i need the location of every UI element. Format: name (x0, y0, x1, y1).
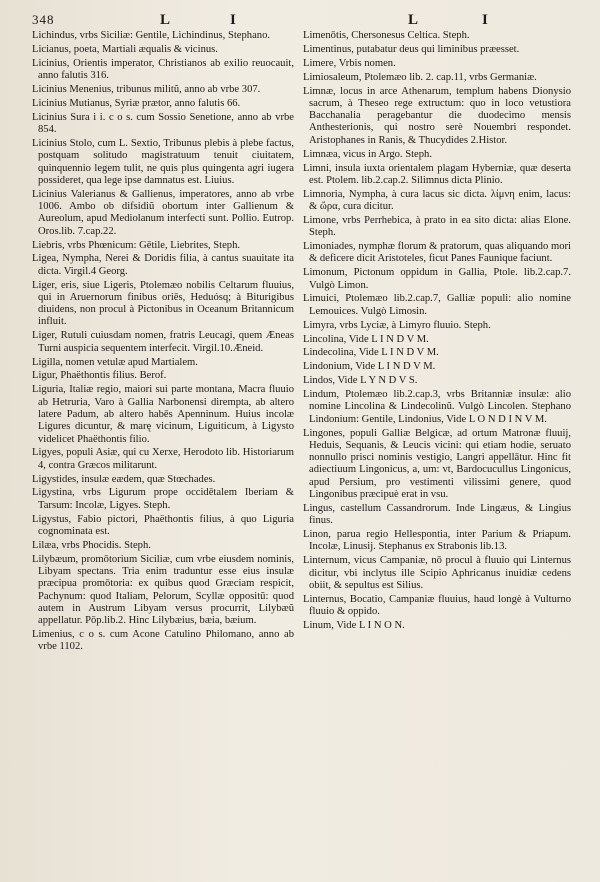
dictionary-entry: Lingus, castellum Cassandrorum. Inde Lingæus, & Lingius finus. (303, 502, 571, 527)
dictionary-entry: Limenōtis, Chersonesus Celtica. Steph. (303, 30, 470, 41)
dictionary-entry: Lindonium, Vide L I N D V M. (303, 361, 436, 373)
running-head-letter: L (160, 12, 172, 28)
dictionary-entry: Licinius, Orientis imperator, Christianos ab exilio reuocauit, anno falutis 316. (32, 57, 294, 82)
dictionary-entry: Ligea, Nympha, Nerei & Doridis filia, à cantus suauitate ita dicta. Virgil.4 Georg. (32, 253, 294, 277)
dictionary-entry: Limonum, Pictonum oppidum in Gallia, Ptole. lib.2.cap.7. Vulgò Limon. (303, 267, 571, 291)
dictionary-entry: Licinius Stolo, cum L. Sextio, Tribunus plebis à plebe factus, postquam solitudo magistratuum tenuit ciuitatem, quinquennio legem tulit, ne quis plus quingenta agri iugera possideret, qua lege ipse damnatus est. Liuius. (32, 137, 294, 186)
dictionary-entry: Limuici, Ptolemæo lib.2.cap.7, Galliæ populi: alio nomine Lemouices. Vulgò Limosin. (303, 293, 571, 317)
dictionary-entry: Liebris, vrbs Phœnicum: Gētile, Liebrites, Steph. (32, 239, 241, 251)
dictionary-entry: Lindecolina, Vide L I N D V M. (303, 347, 439, 359)
dictionary-entry: Limnæ, locus in arce Athenarum, templum habens Dionysio sacrum, à Theseo rege extructum: quo in loco vetustiora Bacchanalia peragebantur die duodecimo mensis Anthesterionis, qui nostro serè Nouembri respondet. Aristophanes in Ranis, & Thucydides 2.Histor. (303, 85, 571, 146)
dictionary-entry: Limere, Vrbis nomen. (303, 57, 396, 69)
dictionary-entry: Lindos, Vide L Y N D V S. (303, 375, 418, 387)
dictionary-entry: Ligystina, vrbs Ligurum prope occidētalem Iberiam & Tarsum: Incolæ, Ligyes. Steph. (32, 487, 294, 511)
dictionary-entry: Lilæa, vrbs Phocidis. Steph. (32, 539, 151, 551)
dictionary-entry: Licinius Sura i i. c o s. cum Sossio Senetione, anno ab vrbe 854. (32, 111, 294, 136)
dictionary-entry: Limone, vrbs Perrhebica, à prato in ea sito dicta: alias Elone. Steph. (303, 214, 571, 239)
running-head-letter: L (408, 12, 420, 28)
left-column (32, 30, 294, 870)
dictionary-entry: Lilybæum, promōtorium Siciliæ, cum vrbe eiusdem nominis, Libyam spectans. Tria enim traduntur esse eius insulæ præcipua promōtoria: ex quibus quod Græciam respicit, Pachynum: quod Italiam, Pelorum, Scyllæ oppositũ: quod autem in Austrum Libyam versus procurrit, Lilybæũ appellatur. Pōp.lib.2. Hinc Lilybæius, bæia, bæium. (32, 553, 294, 627)
dictionary-entry: Limiosaleum, Ptolemæo lib. 2. cap.11, vrbs Germaniæ. (303, 71, 537, 83)
dictionary-entry: Ligilla, nomen vetulæ apud Martialem. (32, 356, 198, 368)
dictionary-entry: Lingones, populi Galliæ Belgicæ, ad ortum Matronæ fluuij, Heduis, Sequanis, & Leucis vicini: qui etiam hodie, seruato nonnullo prisci nominis vestigio, Langri appellātur. Hinc fit adiectiuum Lingonicus, a, um: vt, Bardocucullus Lingonicus, apud Persium, pro vestimenti vilissimi genere, quod Lingonibus præcipuè erat in vsu. (303, 427, 571, 501)
dictionary-entry: Liguria, Italiæ regio, maiori sui parte montana, Macra fluuio ab Hetruria, Varo à Gallia Narbonensi dirempta, ab altero latere Padum, ab altero habēs Apenninum. Huius incolæ Ligures dicuntur, & marę vicinum, Liguiticum, à Ligysto videlicet Phaëthontis filio. (32, 384, 294, 445)
page-header (32, 12, 572, 32)
page-number: 348 (32, 12, 55, 27)
dictionary-entry: Linum, Vide L I N O N. (303, 620, 405, 632)
dictionary-entry: Licinius Valerianus & Gallienus, imperatores, anno ab vrbe 1006. Ambo ob difsidiũ obortum inter Gallienum & Aureolum, apud Mediolanum interfecti sunt. Pollio. Eutrop. Oros.lib. 7.cap.22. (32, 188, 294, 237)
dictionary-entry: Liger, Rutuli cuiusdam nomen, fratris Leucagi, quem Æneas Turni auspicia sequentem interfecit. Virgil.10.Æneid. (32, 330, 294, 354)
dictionary-entry: Limni, insula iuxta orientalem plagam Hyberniæ, quæ deserta est. Ptolem. lib.2.cap.2. Silimnus dicta Plinio. (303, 162, 571, 186)
dictionary-entry: Linternum, vicus Campaniæ, nō procul à fluuio qui Linternus dicitur, vbi inclytus ille Scipio Aphricanus inuidiæ cedens obiit, & sepultus est Silius. (303, 555, 571, 591)
dictionary-entry: Limentinus, putabatur deus qui liminibus præesset. (303, 43, 520, 55)
dictionary-entry: Limenius, c o s. cum Acone Catulino Philomano, anno ab vrbe 1102. (32, 629, 294, 653)
dictionary-entry: Ligystus, Fabio pictori, Phaëthontis filius, à quo Liguria cognominata est. (32, 513, 294, 537)
dictionary-entry: Liger, eris, siue Ligeris, Ptolemæo nobilis Celtarum fluuius, qui in Aruernorum finibus oriēs, Heduósq; à Biturigibus diuidens, non procul à Pictonibus in Oceanum Britannicum influit. (32, 279, 294, 328)
dictionary-entry: Limnoria, Nympha, à cura lacus sic dicta. λίμνη enim, lacus: & ὤρα, cura dicitur. (303, 188, 571, 213)
dictionary-entry: Licinius Menenius, tribunus militũ, anno ab vrbe 307. (32, 83, 261, 95)
dictionary-entry: Lindum, Ptolemæo lib.2.cap.3, vrbs Britanniæ insulæ: alio nomine Lincolina & Lindecolinũ. Vulgò Lincolen. Stephano Lindonium: Gentile, Lindonius, Vide L O N D I N V M. (303, 389, 571, 425)
dictionary-entry: Lincolina, Vide L I N D V M. (303, 333, 429, 345)
dictionary-entry: Linon, parua regio Hellespontia, inter Parium & Priapum. Incolæ, Linusij. Stephanus ex Strabonis lib.13. (303, 529, 571, 553)
dictionary-entry: Limyra, vrbs Lyciæ, à Limyro fluuio. Steph. (303, 319, 491, 331)
dictionary-entry: Limoniades, nymphæ florum & pratorum, quas aliquando mori & deficere dicit Aristoteles, ficut Panes Faunique faciunt. (303, 241, 571, 265)
running-head-letter: I (230, 12, 237, 28)
right-column (303, 30, 571, 870)
dictionary-entry: Linternus, Bocatio, Campaniæ fluuius, haud longè à Vulturno fluuio & oppido. (303, 593, 571, 618)
dictionary-entry: Ligystides, insulæ eædem, quæ Stœchades. (32, 473, 216, 485)
dictionary-entry: Licianus, poeta, Martiali æqualis & vicinus. (32, 43, 218, 55)
running-head-letter: I (482, 12, 489, 28)
dictionary-entry: Lichindus, vrbs Siciliæ: Gentile, Lichindinus, Stephano. (32, 30, 271, 41)
dictionary-entry: Limnæa, vicus in Argo. Steph. (303, 148, 432, 160)
dictionary-entry: Ligyes, populi Asiæ, qui cu Xerxe, Herodoto lib. Historiarum 4, contra Græcos militarunt. (32, 447, 294, 471)
dictionary-entry: Ligur, Phaëthontis filius. Berof. (32, 370, 167, 382)
dictionary-entry: Licinius Mutianus, Syriæ prætor, anno falutis 66. (32, 97, 241, 109)
